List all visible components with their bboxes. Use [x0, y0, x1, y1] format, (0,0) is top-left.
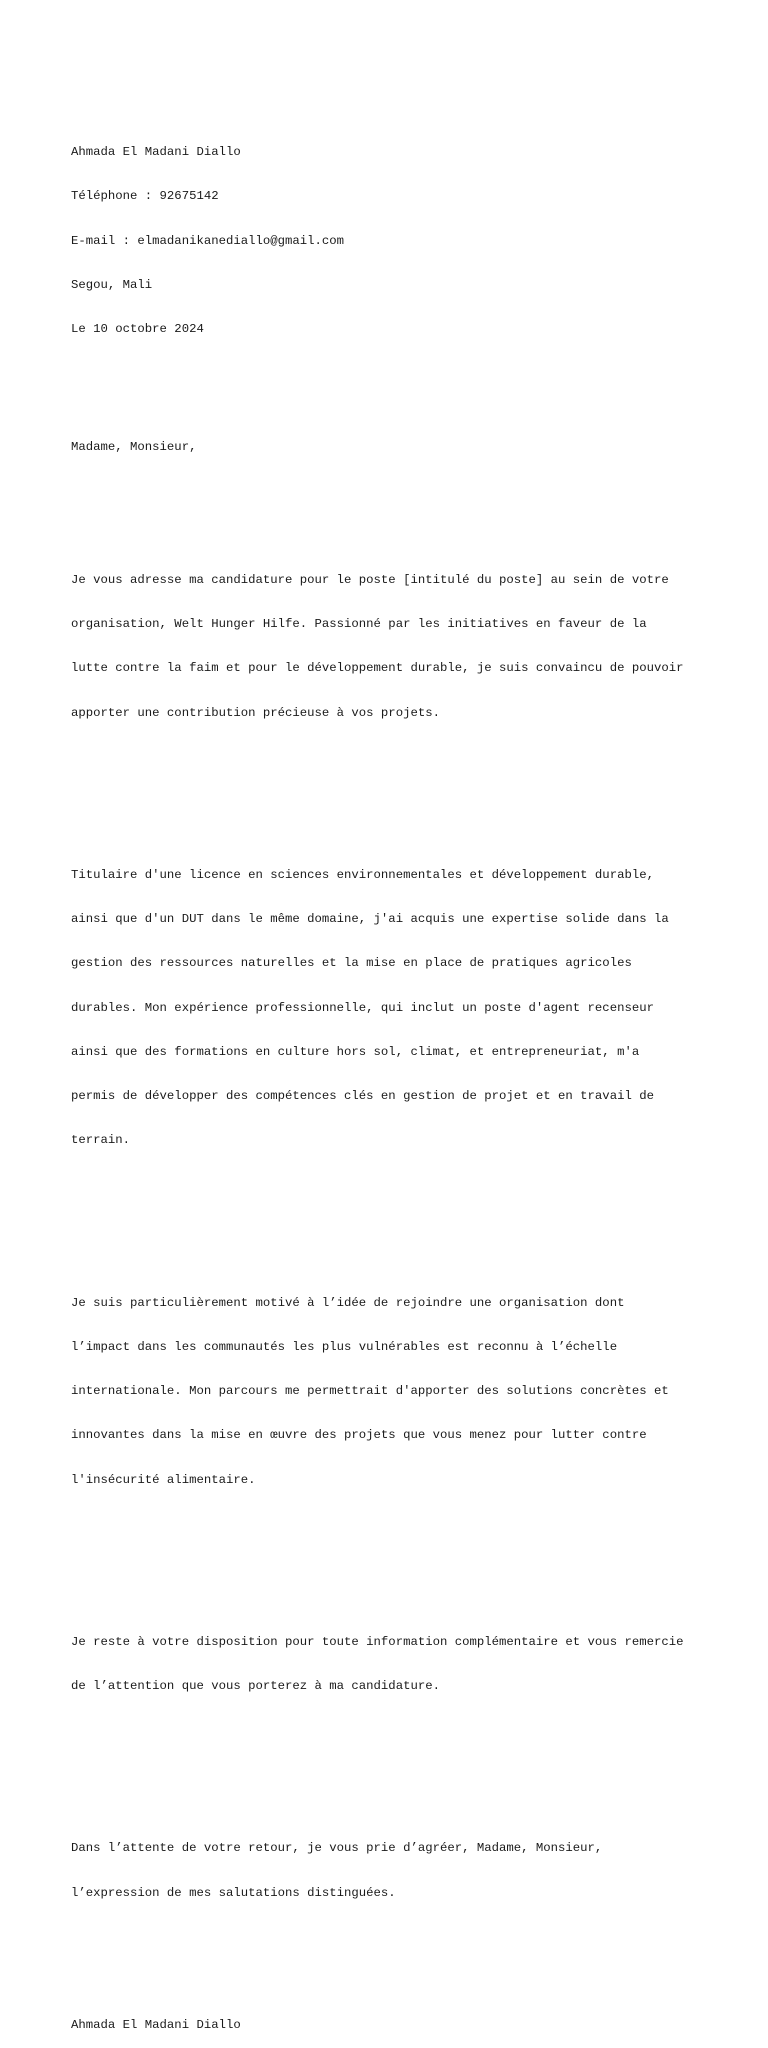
paragraph-line: ainsi que d'un DUT dans le même domaine, j'ai acquis une expertise solide dans la [71, 912, 669, 926]
spacer [71, 1959, 711, 1974]
paragraph-3 [71, 1266, 711, 1517]
spacer [71, 484, 711, 499]
spacer [71, 779, 711, 794]
letter-document [71, 86, 711, 2048]
paragraph-line: de l’attention que vous porterez à ma candidature. [71, 1679, 440, 1693]
sender-block [71, 116, 711, 367]
paragraph-line: Titulaire d'une licence en sciences environnementales et développement durable, [71, 867, 654, 882]
paragraph-line: l’impact dans les communautés les plus vulnérables est reconnu à l’échelle [71, 1339, 618, 1354]
paragraph-line: organisation, Welt Hunger Hilfe. Passionné par les initiatives en faveur de la [71, 617, 647, 631]
paragraph-line: gestion des ressources naturelles et la mise en place de pratiques agricoles [71, 956, 632, 971]
spacer [71, 396, 711, 411]
closing-paragraph [71, 1812, 711, 1930]
paragraph-2 [71, 838, 711, 1177]
paragraph-line: durables. Mon expérience professionnelle, qui inclut un poste d'agent recenseur [71, 1000, 654, 1015]
paragraph-4 [71, 1605, 711, 1723]
sender-name: Ahmada El Madani Diallo [71, 145, 241, 159]
letter-date: Le 10 octobre 2024 [71, 322, 204, 336]
signature: Ahmada El Madani Diallo [71, 2018, 241, 2033]
spacer [71, 1753, 711, 1768]
spacer [71, 1207, 711, 1222]
paragraph-line: internationale. Mon parcours me permettrait d'apporter des solutions concrètes et [71, 1384, 669, 1398]
paragraph-1 [71, 543, 711, 750]
sender-phone: Téléphone : 92675142 [71, 189, 219, 204]
paragraph-line: terrain. [71, 1133, 131, 1148]
sender-city: Segou, Mali [71, 277, 153, 292]
salutation: Madame, Monsieur, [71, 440, 197, 454]
paragraph-line: permis de développer des compétences clés en gestion de projet et en travail de [71, 1089, 654, 1103]
paragraph-line: lutte contre la faim et pour le développement durable, je suis convaincu de pouvoir [71, 661, 684, 676]
spacer [71, 1546, 711, 1561]
paragraph-line: apporter une contribution précieuse à vos projets. [71, 705, 440, 720]
paragraph-line: l’expression de mes salutations distinguées. [71, 1885, 396, 1900]
paragraph-line: Je suis particulièrement motivé à l’idée de rejoindre une organisation dont [71, 1295, 625, 1310]
paragraph-line: Je reste à votre disposition pour toute information complémentaire et vous remercie [71, 1634, 684, 1649]
paragraph-line: ainsi que des formations en culture hors sol, climat, et entrepreneuriat, m'a [71, 1044, 640, 1059]
paragraph-line: Je vous adresse ma candidature pour le poste [intitulé du poste] au sein de votre [71, 572, 669, 587]
paragraph-line: innovantes dans la mise en œuvre des projets que vous menez pour lutter contre [71, 1428, 647, 1443]
sender-email: E-mail : elmadanikanediallo@gmail.com [71, 233, 345, 248]
paragraph-line: l'insécurité alimentaire. [71, 1472, 256, 1487]
paragraph-line: Dans l’attente de votre retour, je vous prie d’agréer, Madame, Monsieur, [71, 1841, 603, 1856]
